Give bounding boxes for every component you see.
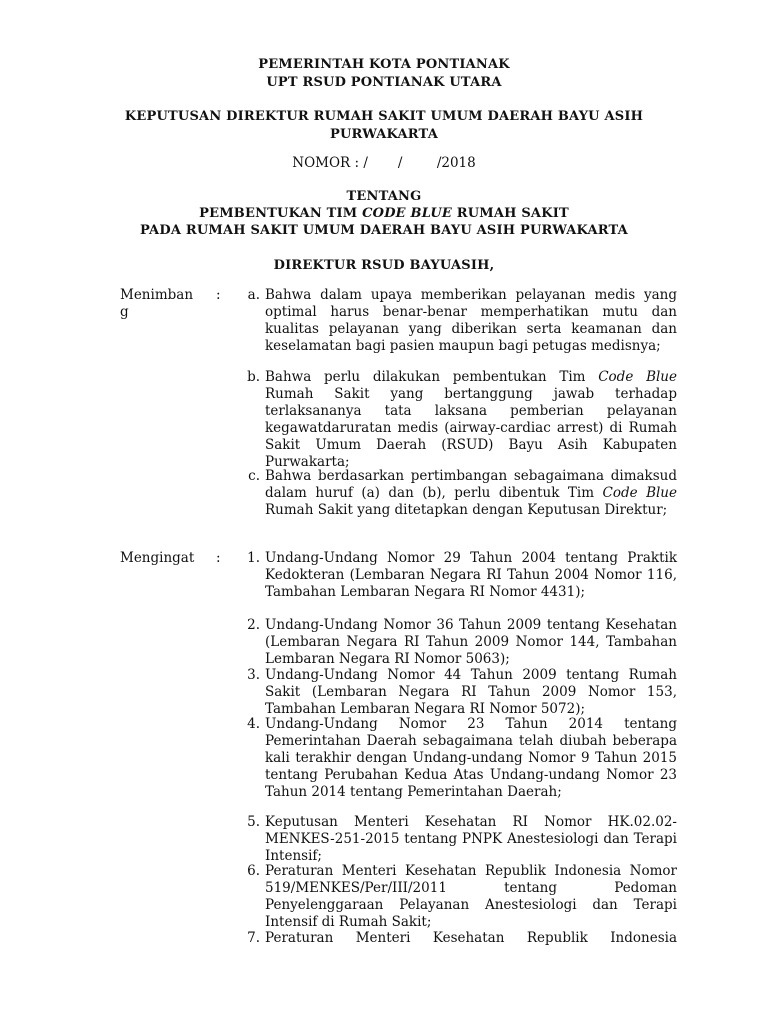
item-marker: 5. [247,814,260,830]
item-marker: 7. [247,930,260,946]
header-unit: UPT RSUD PONTIANAK UTARA [266,75,502,90]
item-text: Undang-Undang Nomor 23 Tahun 2014 tentang Pemerintahan Daerah sebagaimana telah diubah beberapa kali terakhir dengan Undang-undang Nomor 9 Tahun 2015 tentang Perubahan Kedua Atas Undang-undang Nomor 23 Tahun 2014 tentang Pemerintahan Daerah; [265,716,677,801]
text-run: Bahwa berdasarkan pertimbangan sebagaimana dimaksud dalam huruf (a) dan (b), perlu dibentuk Tim [265,468,677,502]
item-marker: 6. [247,863,260,879]
decree-title-line2: PURWAKARTA [330,127,438,142]
text-italic: Code Blue [598,369,677,385]
item-text: Peraturan Menteri Kesehatan Republik Indonesia [265,930,677,946]
item-marker: b. [247,369,260,385]
text-run: Rumah Sakit yang ditetapkan dengan Keputusan Direktur; [265,502,668,519]
item-marker: 2. [247,617,260,633]
subject-line1 [0,206,768,221]
item-text: Undang-Undang Nomor 44 Tahun 2009 tentang Rumah Sakit (Lembaran Negara RI Tahun 2009 Nomor 153, Tambahan Lembaran Negara RI Nomor 5072); [265,667,677,718]
text-run: Bahwa perlu dilakukan pembentukan Tim [265,369,599,385]
item-text [265,369,677,472]
text-italic: Code Blue [602,485,677,502]
director-heading: DIREKTUR RSUD BAYUASIH, [273,258,495,273]
tentang-heading: TENTANG [346,189,422,204]
item-marker: a. [247,287,260,303]
item-marker: 3. [247,667,260,683]
decree-title-line1: KEPUTUSAN DIREKTUR RUMAH SAKIT UMUM DAERAH BAYU ASIH [124,109,644,124]
subject-text: PEMBENTUKAN TIM [199,206,363,221]
item-text: Bahwa dalam upaya memberikan pelayanan medis yang optimal harus benar-benar memperhatikan mutu dan kualitas pelayanan yang diberikan serta keamanan dan keselamatan bagi pasien maupun bagi petugas medisnya; [265,287,677,355]
subject-italic: CODE BLUE [362,206,452,221]
header-government: PEMERINTAH KOTA PONTIANAK [258,57,510,72]
item-marker: 1. [247,550,260,566]
subject-line2: PADA RUMAH SAKIT UMUM DAERAH BAYU ASIH PURWAKARTA [140,223,628,238]
item-marker: 4. [247,716,260,732]
label-part: g [120,304,129,320]
menimbang-colon: : [216,287,221,303]
item-text: Peraturan Menteri Kesehatan Republik Indonesia Nomor 519/MENKES/Per/III/2011 tentang Pedoman Penyelenggaraan Pelayanan Anestesiologi dan Terapi Intensif di Rumah Sakit; [265,863,677,931]
item-text: Keputusan Menteri Kesehatan RI Nomor HK.02.02-MENKES-251-2015 tentang PNPK Anestesiologi dan Terapi Intensif; [265,814,677,865]
item-text: Undang-Undang Nomor 29 Tahun 2004 tentang Praktik Kedokteran (Lembaran Negara RI Tahun 2004 Nomor 116, Tambahan Lembaran Negara RI Nomor 4431); [265,550,677,601]
mengingat-colon: : [216,550,221,566]
item-text [265,468,677,519]
item-marker: c. [248,468,260,484]
text-run: Rumah Sakit yang bertanggung jawab terhadap terlaksananya tata laksana pemberian pelayanan kegawatdaruratan medis (airway-cardiac arrest) di Rumah Sakit Umum Daerah (RSUD) Bayu Asih Kabupaten Purwakarta; [265,386,677,471]
menimbang-label [120,287,193,321]
item-text: Undang-Undang Nomor 36 Tahun 2009 tentang Kesehatan (Lembaran Negara RI Tahun 2009 Nomor 144, Tambahan Lembaran Negara RI Nomor 5063); [265,617,677,668]
subject-text: RUMAH SAKIT [451,206,569,221]
decree-number: NOMOR : / / /2018 [292,155,476,171]
mengingat-label: Mengingat [120,550,195,566]
label-part: Menimban [120,287,194,303]
